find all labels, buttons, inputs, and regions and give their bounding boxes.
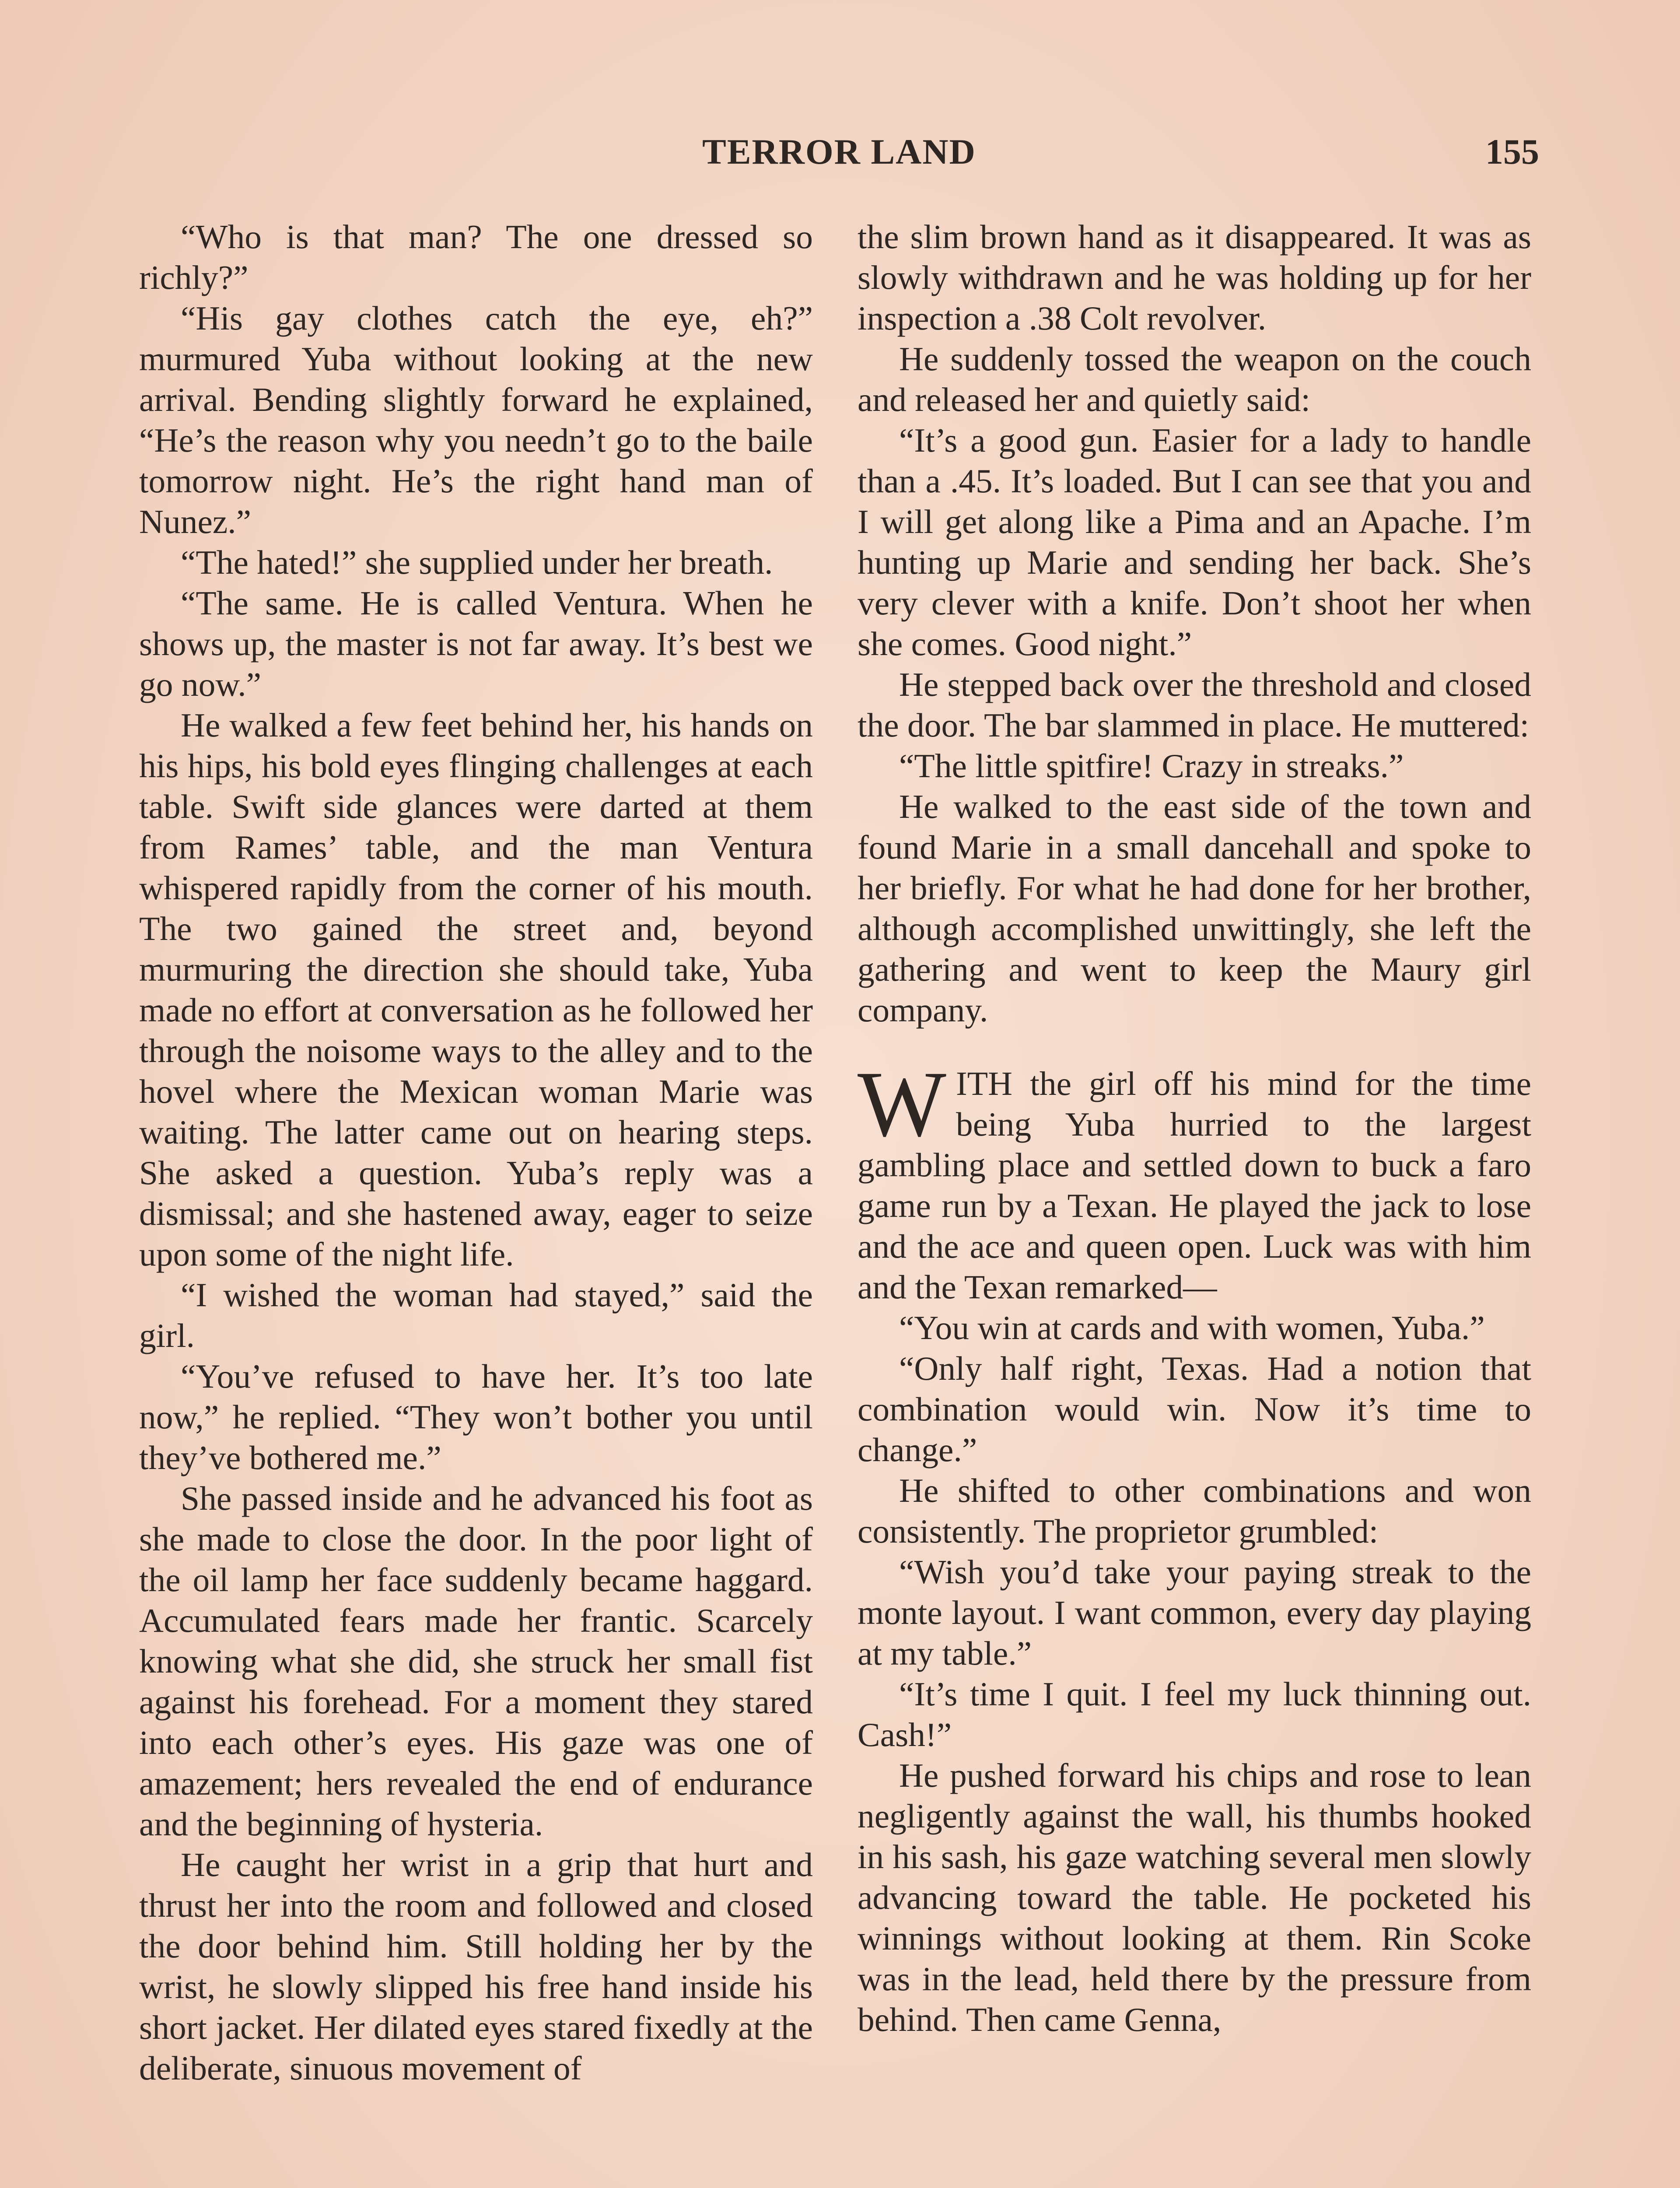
paragraph: He shifted to other combinations and won consistently. The proprietor grumbled:	[858, 1472, 1531, 1550]
right-column	[858, 217, 1531, 2040]
paragraph: “It’s time I quit. I feel my luck thinning out. Cash!”	[858, 1675, 1531, 1753]
running-title: TERROR LAND	[702, 132, 976, 172]
paragraph: He walked to the east side of the town and found Marie in a small dancehall and spoke to her briefly. For what he had done for her brother, although accomplished unwittingly, she left the gathering and went to keep the Maury girl company.	[858, 788, 1531, 1029]
paragraph: She passed inside and he advanced his foot as she made to close the door. In the poor light of the oil lamp her face suddenly became haggard. Accumulated fears made her frantic. Scarcely knowing what she did, she struck her small fist against his forehead. For a moment they stared into each other’s eyes. His gaze was one of amazement; hers revealed the end of endurance and the beginning of hysteria.	[139, 1480, 813, 1843]
paragraph: “The same. He is called Ventura. When he shows up, the master is not far away. It’s best we go now.”	[139, 584, 813, 703]
paragraph: “You win at cards and with women, Yuba.”	[899, 1309, 1485, 1346]
left-column	[139, 217, 813, 2089]
section-opening-paragraph	[858, 1052, 1531, 1308]
running-header	[139, 131, 1539, 179]
section-opening-text: ITH the girl off his mind for the time being Yuba hurried to the largest gambling place and settled down to buck a faro game run by a Texan. He played the jack to lose and the ace and queen open. Luck was with him and the Texan remarked—	[858, 1065, 1531, 1306]
paragraph: He stepped back over the threshold and closed the door. The bar slammed in place. He muttered:	[858, 666, 1531, 744]
paragraph: “I wished the woman had stayed,” said the girl.	[139, 1276, 813, 1354]
page-number: 155	[1485, 132, 1539, 172]
paragraph: “His gay clothes catch the eye, eh?” murmured Yuba without looking at the new arrival. Bending slightly forward he explained, “He’s the reason why you needn’t go to the baile tomorrow night. He’s the right hand man of Nunez.”	[139, 299, 813, 540]
paragraph: “Only half right, Texas. Had a notion that combination would win. Now it’s time to change.”	[858, 1350, 1531, 1469]
paragraph: He walked a few feet behind her, his hands on his hips, his bold eyes flinging challenges at each table. Swift side glances were darted at them from Rames’ table, and the man Ventura whispered rapidly from the corner of his mouth. The two gained the street and, beyond murmuring the direction she should take, Yuba made no effort at conversation as he followed her through the noisome ways to the alley and to the hovel where the Mexican woman Marie was waiting. The latter came out on hearing steps. She asked a question. Yuba’s reply was a dismissal; and she hastened away, eager to seize upon some of the night life.	[139, 706, 813, 1273]
paragraph: “Wish you’d take your paying streak to the monte layout. I want common, every day playing at my table.”	[858, 1553, 1531, 1672]
paragraph: the slim brown hand as it disappeared. It was as slowly withdrawn and he was holding up for her inspection a .38 Colt revolver.	[858, 218, 1531, 337]
paragraph: “The little spitfire! Crazy in streaks.”	[899, 747, 1404, 785]
drop-cap: W	[858, 1052, 946, 1156]
paragraph: “Who is that man? The one dressed so richly?”	[139, 218, 813, 296]
paragraph: He suddenly tossed the weapon on the couch and released her and quietly said:	[858, 340, 1531, 418]
paragraph: He caught her wrist in a grip that hurt and thrust her into the room and followed and closed the door behind him. Still holding her by the wrist, he slowly slipped his free hand inside his short jacket. Her dilated eyes stared fixedly at the deliberate, sinuous movement of	[139, 1846, 813, 2087]
paragraph: He pushed forward his chips and rose to lean negligently against the wall, his thumbs hooked in his sash, his gaze watching several men slowly advancing toward the table. He pocketed his winnings without looking at them. Rin Scoke was in the lead, held there by the pressure from behind. Then came Genna,	[858, 1757, 1531, 2038]
paragraph: “It’s a good gun. Easier for a lady to handle than a .45. It’s loaded. But I can see that you and I will get along like a Pima and an Apache. I’m hunting up Marie and sending her back. She’s very clever with a knife. Don’t shoot her when she comes. Good night.”	[858, 421, 1531, 663]
paragraph: “The hated!” she supplied under her breath.	[181, 543, 773, 581]
paragraph: “You’ve refused to have her. It’s too late now,” he replied. “They won’t bother you until they’ve bothered me.”	[139, 1357, 813, 1476]
